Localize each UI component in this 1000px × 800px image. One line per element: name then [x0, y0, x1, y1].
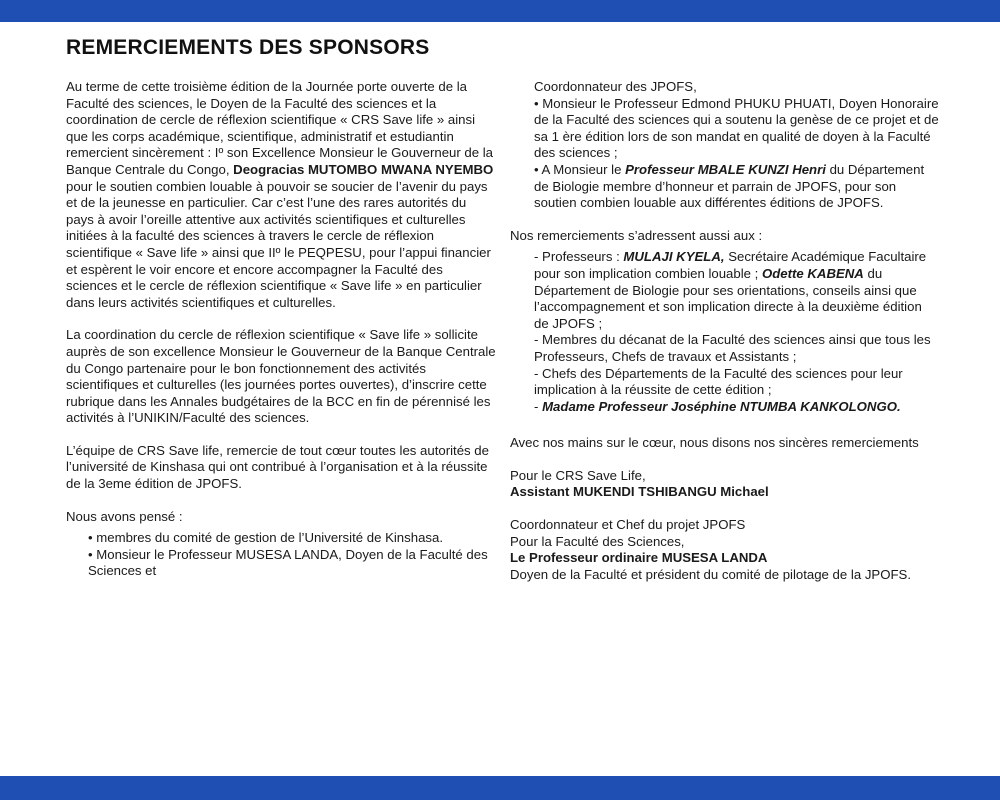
sig2-line3: Doyen de la Faculté et président du comité de pilotage de la JPOFS.	[510, 566, 911, 582]
intro-paragraph	[66, 79, 496, 311]
top-blue-band	[0, 0, 1000, 22]
right-column	[510, 79, 940, 583]
coordination-paragraph: La coordination du cercle de réflexion scientifique « Save life » sollicite auprès de son excellence Monsieur le Gouverneur de la Banque Centrale du Congo partenaire pour le bon fonctionnement des activités scientifiques et culturelles (les journées portes ouvertes), d’inscrire cette rubrique dans les Annales budgétaires de la BCC en fin de pérennisé les activités à l’UNIKIN/Faculté des sciences.	[66, 327, 496, 426]
dash-professors	[510, 249, 940, 332]
dash-ntumba	[510, 399, 940, 416]
professors-text-b: Secrétaire Académique Facultaire pour son implication combien louable ;	[534, 249, 927, 281]
governor-name: Deogracias MUTOMBO MWANA NYEMBO	[233, 161, 494, 177]
page-title: REMERCIEMENTS DES SPONSORS	[66, 36, 430, 59]
bullet-committee: • membres du comité de gestion de l’Université de Kinshasa.	[88, 530, 443, 546]
sig1-line1: Pour le CRS Save Life,	[510, 467, 646, 483]
thanks-heading: Nos remerciements s’adressent aussi aux :	[510, 227, 763, 243]
left-column	[66, 79, 496, 580]
dash-decanat: - Membres du décanat de la Faculté des sciences ainsi que tous les Professeurs, Chefs de travaux et Assistants ;	[534, 332, 931, 364]
bullet-phuku: • Monsieur le Professeur Edmond PHUKU PHUATI, Doyen Honoraire de la Faculté des sciences qui a soutenu la genèse de ce projet et de sa 1 ère édition lors de son mandat en qualité de doyen à la Faculté des sciences ;	[534, 95, 939, 161]
bullet-musesa: • Monsieur le Professeur MUSESA LANDA, Doyen de la Faculté des Sciences et	[88, 546, 488, 579]
kabena-name: Odette KABENA	[761, 265, 864, 281]
professors-text-c: du Département de Biologie pour ses orientations, conseils ainsi que l’accompagnement et son implication directe à la deuxième édition de JPOFS ;	[534, 265, 922, 331]
team-paragraph: L’équipe de CRS Save life, remercie de tout cœur toutes les autorités de l’université de Kinshasa qui ont contribué à l’organisation et à la réussite de la 3eme édition de JPOFS.	[66, 442, 489, 492]
thought-heading: Nous avons pensé :	[66, 508, 183, 524]
sig2-line2: Pour la Faculté des Sciences,	[510, 533, 685, 549]
bottom-blue-band	[0, 776, 1000, 800]
bullet-mbale	[510, 162, 940, 212]
sig2-name: Le Professeur ordinaire MUSESA LANDA	[510, 550, 768, 566]
sig2-line1: Coordonnateur et Chef du projet JPOFS	[510, 517, 746, 533]
professors-text-a: - Professeurs :	[534, 249, 624, 265]
ntumba-name: Madame Professeur Joséphine NTUMBA KANKOLONGO.	[542, 398, 901, 414]
mbale-text-a: • A Monsieur le	[534, 161, 626, 177]
mbale-text-b: du Département de Biologie membre d’honneur et parrain de JPOFS, pour son soutien combien louable aux différentes éditions de JPOFS.	[534, 161, 925, 211]
intro-text-b: pour le soutien combien louable à pouvoir se soucier de l’avenir du pays et de la jeunesse en particulier. Car c’est l’une des rares autorités du pays à avoir l’oreille attentive aux activités scientifiques et culturelles initiées à la faculté des sciences à travers le cercle de réflexion scientifique « Save life » ainsi que IIº le PEQPESU, pour l’appui financier et espèrent le voir encore et encore accompagner la Faculté des sciences et le cercle de réflexion scientifique « Save life » en particulier dans leurs activités scientifiques et culturelles.	[66, 178, 491, 310]
dash-chefs: - Chefs des Départements de la Faculté des sciences pour leur implication à la réussite de cette édition ;	[534, 365, 903, 398]
ntumba-dash: -	[534, 398, 543, 414]
closing-paragraph: Avec nos mains sur le cœur, nous disons nos sincères remerciements	[510, 435, 919, 451]
sig1-name: Assistant MUKENDI TSHIBANGU Michael	[510, 484, 769, 500]
intro-text-a: Au terme de cette troisième édition de la Journée porte ouverte de la Faculté des sciences, le Doyen de la Faculté des sciences et la coordination de cercle de réflexion scientifique « CRS Save life » ainsi que les corps académique, scientifique, administratif et estudiantin remercient sincèrement : Iº son Excellence Monsieur le Gouverneur de la Banque Centrale du Congo,	[66, 79, 494, 177]
mulaji-name: MULAJI KYELA,	[623, 249, 725, 265]
bullet-musesa-continued: Coordonnateur des JPOFS,	[534, 79, 697, 94]
mbale-name: Professeur MBALE KUNZI Henri	[625, 161, 826, 177]
